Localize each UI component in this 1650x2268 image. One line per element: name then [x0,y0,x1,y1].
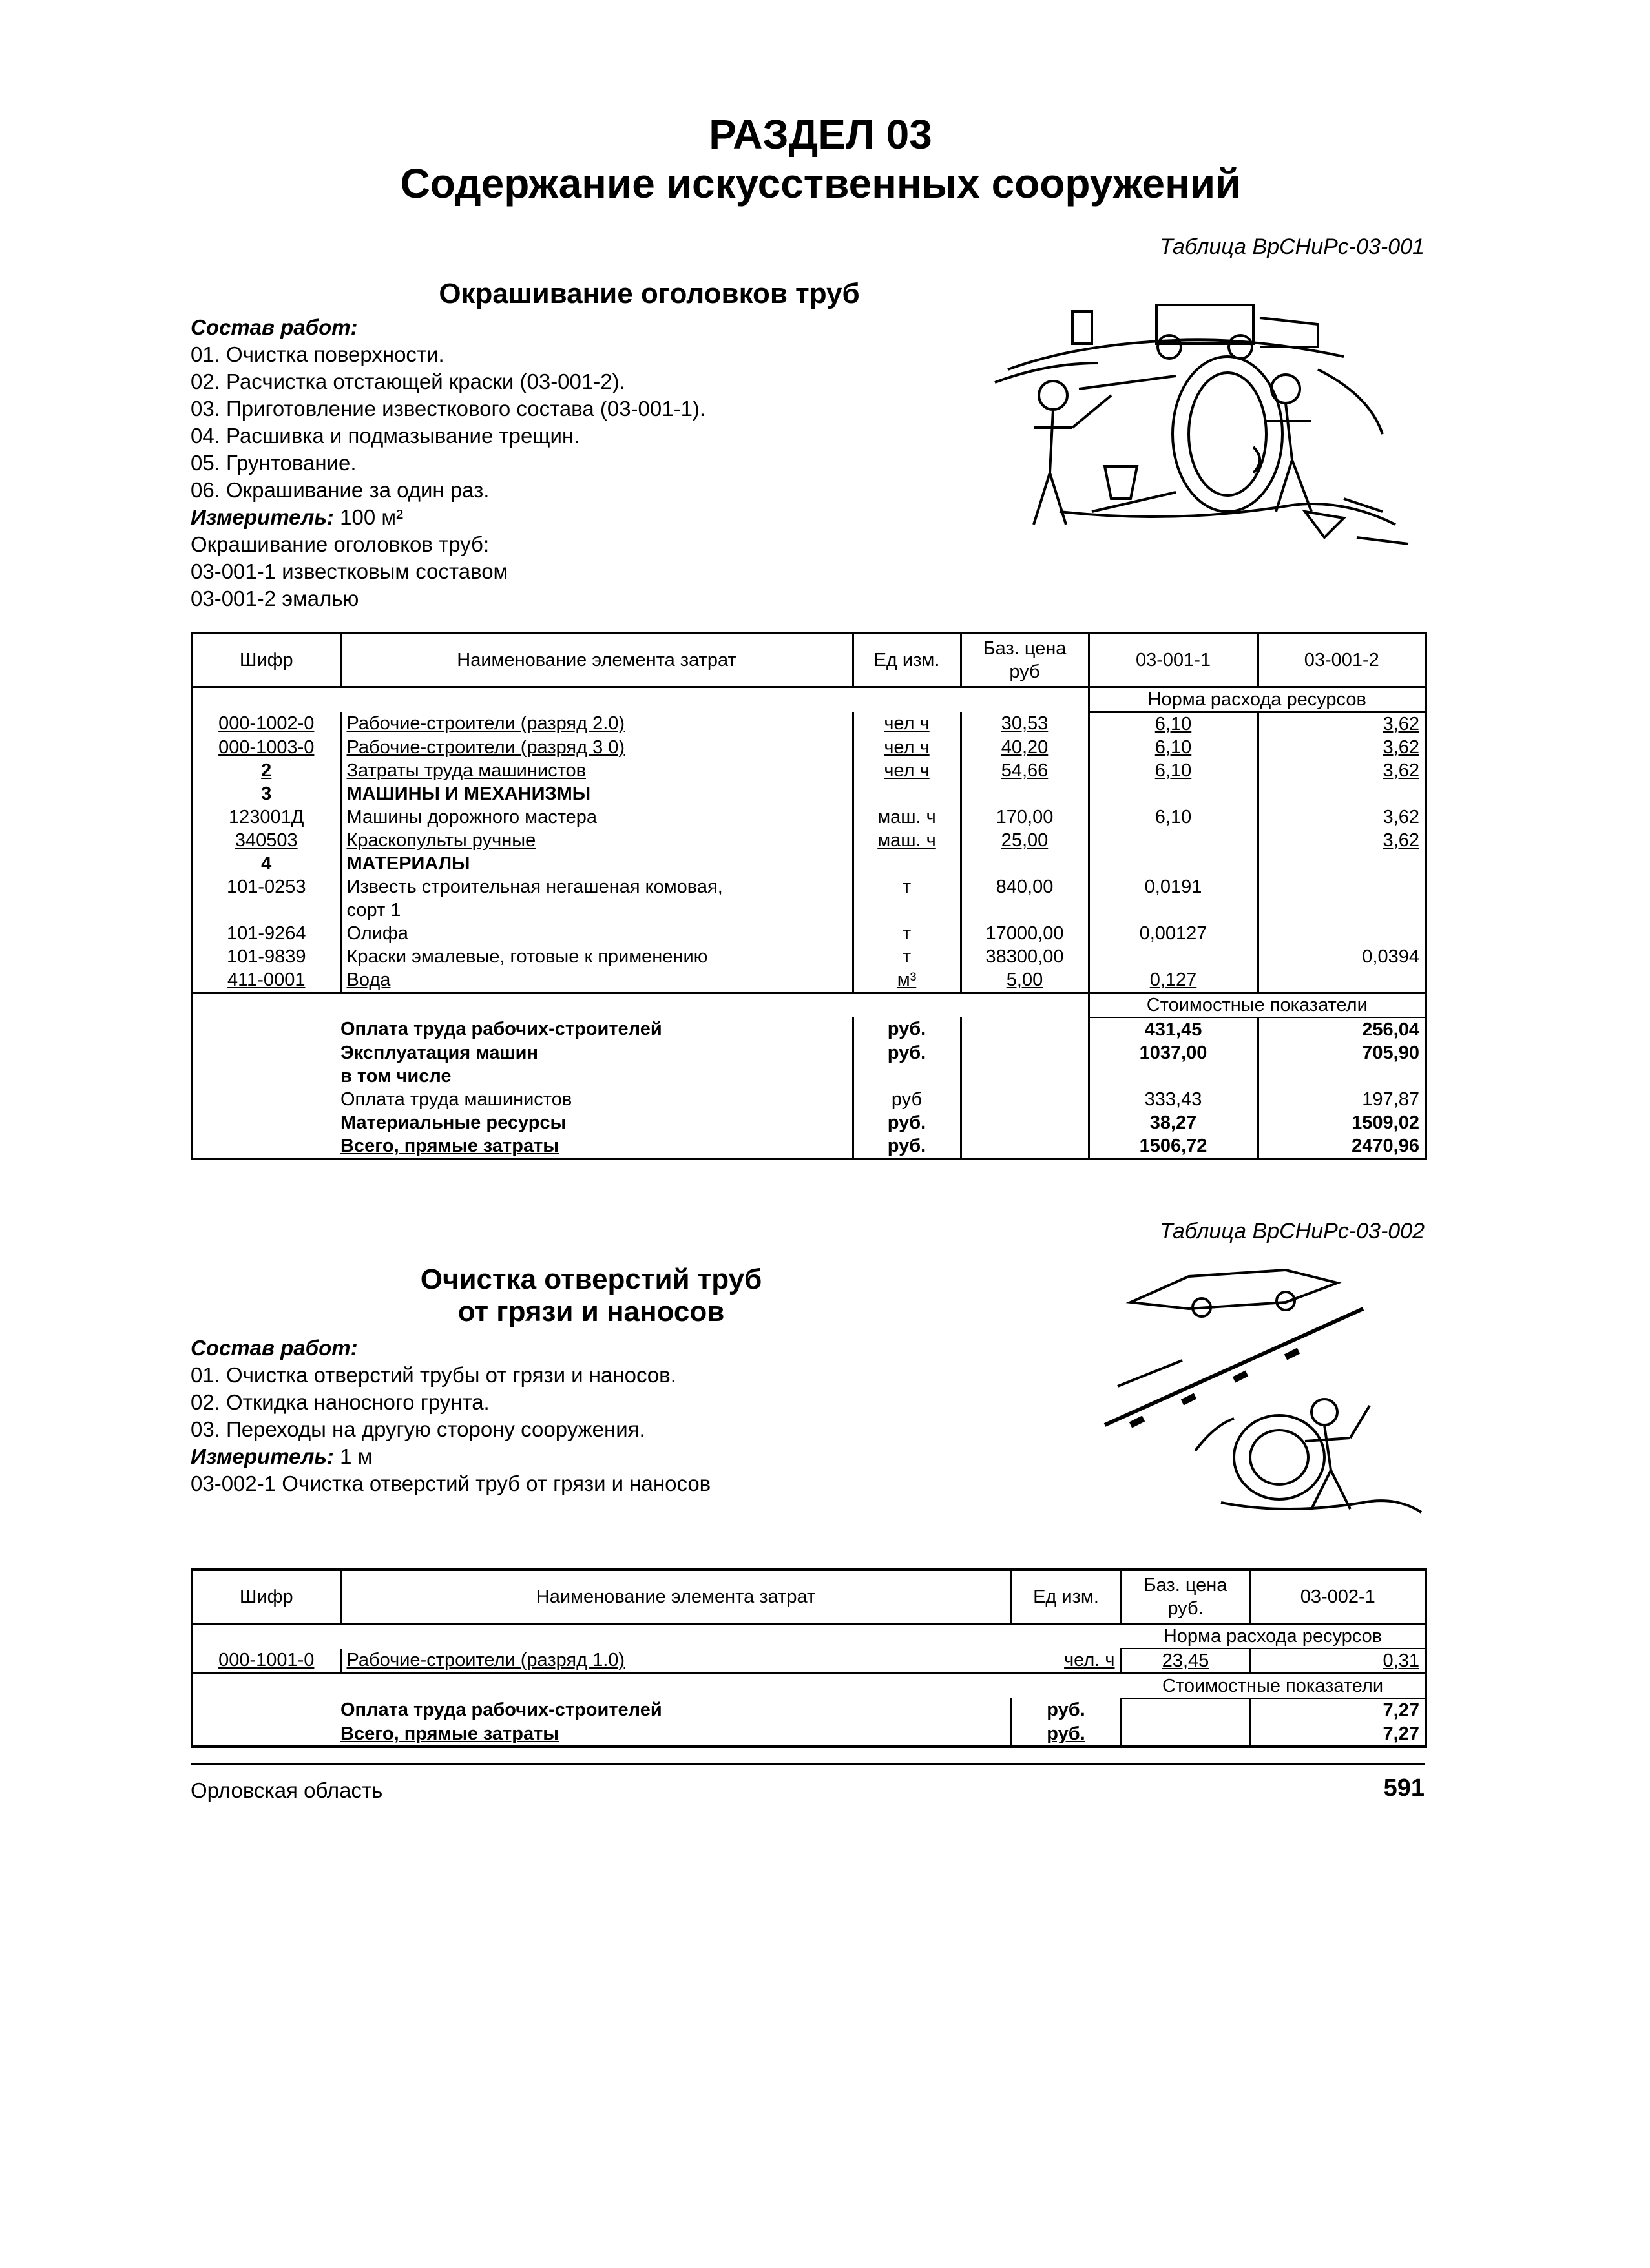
culvert-cleaning-illustration [1092,1257,1425,1522]
cell-name: Краски эмалевые, готовые к применению [340,945,853,968]
cost-v1: 38,27 [1089,1111,1258,1134]
table-row [192,945,1426,968]
cost-unit: руб. [1011,1722,1121,1747]
header-price: Баз. цена руб. [1121,1570,1250,1624]
table2-ref: Таблица ВрСНиРс-03-002 [1159,1219,1425,1243]
cell-v1: 0,127 [1089,968,1258,993]
cost-v1: 431,45 [1089,1017,1258,1041]
cell-v2: 3,62 [1258,759,1426,782]
table2 [191,1568,1427,1748]
cell-code: 101-9839 [226,946,306,967]
cell-price: 54,66 [961,759,1089,782]
cost-v1: 7,27 [1250,1698,1426,1722]
cell-code: 000-1001-0 [218,1650,315,1670]
meter-label: Измеритель: [191,505,334,529]
step: 01. Очистка отверстий трубы от грязи и наносов. [191,1363,676,1387]
table-row [192,712,1426,736]
cell-price: 840,00 [961,875,1089,899]
cost-empty [192,1088,340,1111]
cell-price: 38300,00 [961,945,1089,968]
cost-v2 [1258,1065,1426,1088]
cell-v2 [1258,875,1426,899]
cell-unit [853,852,961,875]
table-row [192,736,1426,759]
table-row [192,829,1426,852]
cost-unit [853,1065,961,1088]
cell-v2 [1258,782,1426,806]
cell-v1: 6,10 [1089,759,1258,782]
cell-unit: т [853,945,961,968]
cost-name: Оплата труда рабочих-строителей [340,1019,662,1039]
cell-code: 101-9264 [226,923,306,944]
cost-row [192,1134,1426,1159]
variant: 03-001-1 известковым составом [191,559,508,583]
section-title: Содержание искусственных сооружений [400,160,1241,207]
cell-price [961,852,1089,875]
cost-unit: руб. [853,1134,961,1159]
cost-row [192,1041,1426,1065]
header-col1: 03-001-1 [1089,633,1258,687]
meter-label: Измеритель: [191,1444,334,1468]
header-name: Наименование элемента затрат [340,633,853,687]
header-unit: Ед изм. [1011,1570,1121,1624]
step: 02. Откидка наносного грунта. [191,1390,490,1414]
header-code: Шифр [192,1570,340,1624]
header-col1: 03-002-1 [1250,1570,1426,1624]
cost-unit: руб. [853,1041,961,1065]
cost-empty [961,1041,1089,1065]
cell-v1: 0,00127 [1089,922,1258,945]
cell-v1 [1089,782,1258,806]
cell-v1: 0,31 [1250,1649,1426,1674]
cell-name: Рабочие-строители (разряд 3 0) [340,736,853,759]
cost-v1: 1506,72 [1089,1134,1258,1159]
table-row [192,852,1426,875]
cell-v2: 3,62 [1258,806,1426,829]
norm-row [192,687,1426,713]
cell-unit: чел ч [853,759,961,782]
cost-empty [192,1065,340,1088]
cost-row [192,1065,1426,1088]
header-price: Баз. цена руб [961,633,1089,687]
cell-v2: 3,62 [1258,829,1426,852]
table1-block [191,234,1425,1160]
cost-name: в том числе [340,1066,452,1087]
table1 [191,632,1427,1160]
cell-price [961,782,1089,806]
table-row [192,922,1426,945]
cost-unit: руб [853,1088,961,1111]
section-number: РАЗДЕЛ 03 [709,111,932,158]
cost-name: Всего, прямые затраты [340,1723,559,1744]
table-row [192,875,1426,899]
page [191,110,1425,1802]
cost-empty [961,1134,1089,1159]
cell-unit [853,899,961,922]
cell-v2: 3,62 [1258,736,1426,759]
cell-unit: чел. ч [1064,1650,1115,1670]
cell-v1: 0,0191 [1089,875,1258,899]
cell-code: 123001Д [229,807,304,827]
cell-price: 5,00 [961,968,1089,993]
cost-row [192,1698,1426,1722]
step: 03. Приготовление известкового состава (03-001-1). [191,397,706,421]
cost-v2: 2470,96 [1258,1134,1426,1159]
cell-price: 40,20 [961,736,1089,759]
composition-label: Состав работ: [191,1336,358,1360]
header-col2: 03-001-2 [1258,633,1426,687]
cost-v1 [1089,1065,1258,1088]
cost-label-row [192,1674,1426,1699]
composition-label: Состав работ: [191,315,358,339]
cell-v1: 6,10 [1089,806,1258,829]
norm-label: Норма расхода ресурсов [1121,1624,1426,1649]
cost-label-row [192,993,1426,1018]
cell-unit: м³ [853,968,961,993]
cost-empty [961,1088,1089,1111]
cell-v1 [1089,945,1258,968]
cell-code: 411-0001 [227,970,306,990]
cell-name: МАШИНЫ И МЕХАНИЗМЫ [340,782,853,806]
cell-v2 [1258,852,1426,875]
cost-row [192,1017,1426,1041]
norm-label: Норма расхода ресурсов [1089,687,1426,713]
cell-unit: чел ч [853,712,961,736]
cell-v2 [1258,922,1426,945]
cell-name: Рабочие-строители (разряд 1.0) [340,1649,1011,1674]
norm-row [192,1624,1426,1649]
table-row [192,806,1426,829]
cell-code: 4 [261,853,272,874]
cell-v1 [1089,829,1258,852]
cell-price [961,899,1089,922]
step: 05. Грунтование. [191,451,357,475]
cell-unit: т [853,922,961,945]
table2-title-line1: Очистка отверстий труб [420,1264,762,1295]
cost-empty [192,1017,340,1041]
cost-v1: 7,27 [1250,1722,1426,1747]
cell-name: МАТЕРИАЛЫ [340,852,853,875]
variant: 03-001-2 эмалью [191,587,359,610]
table2-block [191,1218,1425,1748]
cost-label: Стоимостные показатели [1121,1674,1426,1699]
table-row [192,1649,1426,1674]
table-header-row [192,633,1426,687]
cost-v1: 333,43 [1089,1088,1258,1111]
cell-v1: 6,10 [1089,736,1258,759]
cell-name: Олифа [340,922,853,945]
cell-code: 101-0253 [226,877,306,897]
cost-name: Материальные ресурсы [340,1112,567,1133]
cell-name: Вода [340,968,853,993]
cost-unit: руб. [853,1017,961,1041]
step: 04. Расшивка и подмазывание трещин. [191,424,580,448]
cell-unit: маш. ч [853,829,961,852]
cell-code [192,899,340,922]
cost-name: Оплата труда рабочих-строителей [340,1700,662,1720]
cell-v2 [1258,968,1426,993]
table-row [192,899,1426,922]
cell-v2: 3,62 [1258,712,1426,736]
footer-region: Орловская область [191,1778,383,1802]
cost-label: Стоимостные показатели [1089,993,1426,1018]
pipe-painting-illustration [982,266,1425,570]
cell-unit [853,782,961,806]
table2-title-line2: от грязи и наносов [457,1296,725,1327]
cell-code: 000-1003-0 [218,737,315,758]
cost-v2: 1509,02 [1258,1111,1426,1134]
step: 02. Расчистка отстающей краски (03-001-2). [191,369,625,393]
cell-unit: т [853,875,961,899]
header-unit: Ед изм. [853,633,961,687]
cell-v1 [1089,899,1258,922]
meter-value: 1 м [340,1444,373,1468]
cost-empty [961,1111,1089,1134]
cell-name: Рабочие-строители (разряд 2.0) [340,712,853,736]
cell-price: 23,45 [1121,1649,1250,1674]
cell-price: 30,53 [961,712,1089,736]
table-row [192,782,1426,806]
cost-name: Эксплуатация машин [340,1043,539,1063]
cell-name: Затраты труда машинистов [340,759,853,782]
cost-v2: 256,04 [1258,1017,1426,1041]
cell-v2 [1258,899,1426,922]
cell-name: Машины дорожного мастера [340,806,853,829]
cell-code: 3 [261,784,272,804]
table-row [192,968,1426,993]
cost-unit: руб. [1011,1698,1121,1722]
cell-price: 25,00 [961,829,1089,852]
header-code: Шифр [192,633,340,687]
cost-empty [192,1041,340,1065]
variants-intro: Окрашивание оголовков труб: [191,532,490,556]
cell-code: 340503 [235,830,298,851]
cell-unit: чел ч [853,736,961,759]
cell-code: 2 [261,760,272,781]
table1-ref: Таблица ВрСНиРс-03-001 [1159,234,1425,259]
cell-name: сорт 1 [340,899,853,922]
cost-v2: 197,87 [1258,1088,1426,1111]
cell-v2: 0,0394 [1258,945,1426,968]
cost-v1: 1037,00 [1089,1041,1258,1065]
table-header-row [192,1570,1426,1624]
cost-name: Всего, прямые затраты [340,1136,559,1156]
table-row [192,759,1426,782]
step: 01. Очистка поверхности. [191,342,444,366]
page-number: 591 [1383,1774,1425,1802]
variant: 03-002-1 Очистка отверстий труб от грязи и наносов [191,1472,711,1495]
cost-empty [961,1017,1089,1041]
cost-row [192,1722,1426,1747]
cell-name: Краскопульты ручные [340,829,853,852]
cost-row [192,1088,1426,1111]
cost-name: Оплата труда машинистов [340,1089,572,1110]
cell-code: 000-1002-0 [218,713,315,734]
cell-v1 [1089,852,1258,875]
table1-title: Окрашивание оголовков труб [439,278,860,309]
cell-v1: 6,10 [1089,712,1258,736]
cost-empty [192,1134,340,1159]
step: 03. Переходы на другую сторону сооружения. [191,1417,645,1441]
cost-v2: 705,90 [1258,1041,1426,1065]
cost-unit: руб. [853,1111,961,1134]
cell-name: Известь строительная негашеная комовая, [340,875,853,899]
step: 06. Окрашивание за один раз. [191,478,490,502]
cost-empty [192,1111,340,1134]
meter-value: 100 м² [340,505,404,529]
cell-price: 17000,00 [961,922,1089,945]
cost-empty [961,1065,1089,1088]
cell-price: 170,00 [961,806,1089,829]
cell-unit: маш. ч [853,806,961,829]
header-name: Наименование элемента затрат [340,1570,1011,1624]
page-footer [191,1763,1425,1802]
cost-row [192,1111,1426,1134]
